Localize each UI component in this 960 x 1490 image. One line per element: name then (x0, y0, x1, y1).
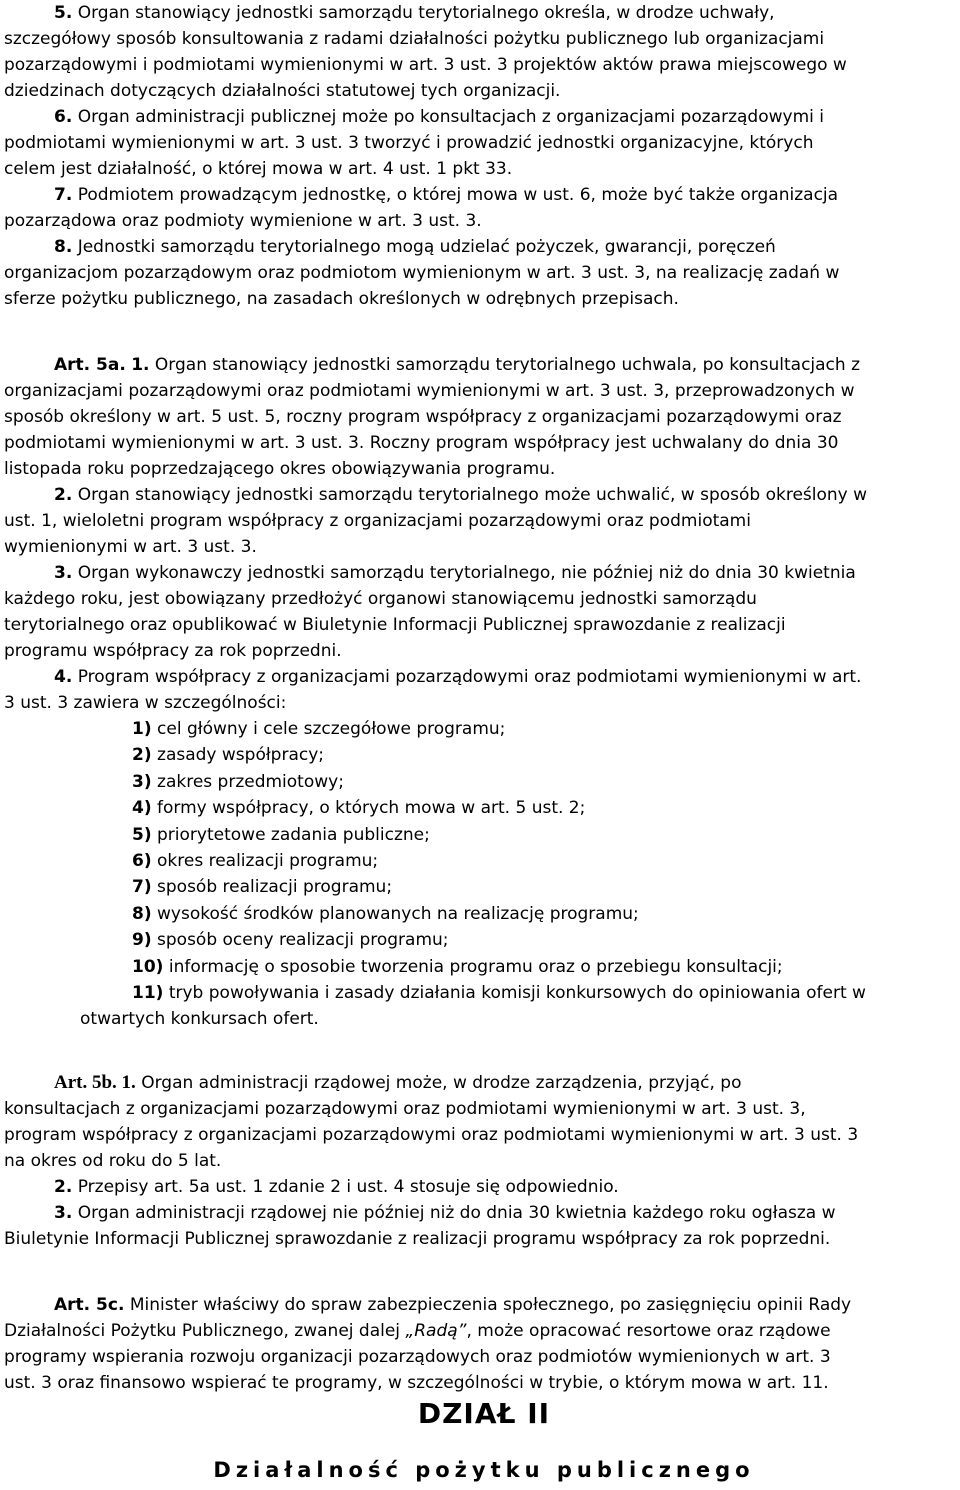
list-item-text: okres realizacji programu; (157, 850, 379, 871)
list-item (4, 954, 956, 980)
art5b-p3-number: 3. (54, 1203, 73, 1223)
list-item (4, 742, 956, 768)
art5b-p3-line-2: Biuletynie Informacji Publicznej sprawozdanie z realizacji programu współpracy za rok poprzedni. (4, 1229, 831, 1249)
list-item-number: 4) (132, 798, 152, 819)
art5b-p1-line-2: konsultacjach z organizacjami pozarządowymi oraz podmiotami wymienionymi w art. 3 ust. 3, (4, 1099, 806, 1119)
art5c-line-2 (4, 1318, 956, 1344)
art5c-line-3: programy wspierania rozwoju organizacji pozarządowych oraz podmiotów wymienionych w art. 3 (4, 1347, 831, 1367)
list-item (4, 874, 956, 900)
p5-line-3: pozarządowymi i podmiotami wymienionymi w art. 3 ust. 3 projektów aktów prawa miejscowego w (4, 55, 847, 75)
article-5a (4, 352, 956, 1032)
list-item (4, 822, 956, 848)
art5a-p3-line-1 (4, 560, 956, 586)
list-item (4, 795, 956, 821)
art5b-p3-line-1 (4, 1200, 956, 1226)
art5a-p3-text-1: Organ wykonawczy jednostki samorządu terytorialnego, nie później niż do dnia 30 kwietnia (77, 563, 856, 583)
p7-line-2: pozarządowa oraz podmioty wymienione w art. 3 ust. 3. (4, 211, 482, 231)
p6-text-1: Organ administracji publicznej może po konsultacjach z organizacjami pozarządowymi i (77, 107, 824, 127)
art5c-text-1: Minister właściwy do spraw zabezpieczenia społecznego, po zasięgnięciu opinii Rady (129, 1295, 852, 1315)
art5a-p3-line-4: programu współpracy za rok poprzedni. (4, 641, 342, 661)
list-item-number: 1) (132, 719, 152, 739)
list-item-number: 6) (132, 850, 152, 871)
list-item-text: zasady współpracy; (157, 745, 325, 766)
art5a-label: Art. 5a. (54, 355, 126, 375)
art5b-p3-text-1: Organ administracji rządowej nie później niż do dnia 30 kwietnia każdego roku ogłasza w (77, 1203, 836, 1223)
p8-line-2: organizacjom pozarządowym oraz podmiotom wymienionym w art. 3 ust. 3, na realizację zadań w (4, 263, 840, 283)
p5-number: 5. (54, 3, 73, 23)
p6-number: 6. (54, 107, 73, 127)
art5a-p4-text-1: Program współpracy z organizacjami pozarządowymi oraz podmiotami wymienionymi w art. (77, 667, 862, 687)
art5a-p2-line-3: wymienionymi w art. 3 ust. 3. (4, 537, 257, 557)
art5b-p1-text-1: Organ administracji rządowej może, w drodze zarządzenia, przyjąć, po (141, 1073, 742, 1093)
list-item-number: 11) (132, 982, 164, 1003)
art5a-p2-line-1 (4, 482, 956, 508)
p5-line-4: dziedzinach dotyczących działalności statutowej tych organizacji. (4, 81, 561, 101)
list-item (4, 901, 956, 927)
art5b-line-1 (4, 1070, 956, 1096)
art5a-p1-line-2: organizacjami pozarządowymi oraz podmiotami wymienionymi w art. 3 ust. 3, przeprowadzonych w (4, 381, 855, 401)
art5b-p1-line-4: na okres od roku do 5 lat. (4, 1151, 222, 1171)
list-item-text: sposób oceny realizacji programu; (157, 930, 449, 951)
list-item-number: 7) (132, 877, 152, 898)
list-item-11-continuation: otwartych konkursach ofert. (80, 1009, 319, 1030)
p7-text-1: Podmiotem prowadzącym jednostkę, o której mowa w ust. 6, może być także organizacja (77, 185, 839, 205)
art5a-p1-line-3: sposób określony w art. 5 ust. 5, roczny program współpracy z organizacjami pozarządowymi oraz (4, 407, 842, 427)
art5b-p2-line (4, 1174, 956, 1200)
p8-line-1 (4, 234, 956, 260)
art5c-line-4: ust. 3 oraz finansowo wspierać te programy, w szczególności w trybie, o którym mowa w art. 11. (4, 1373, 829, 1393)
art5a-p3-number: 3. (54, 563, 73, 583)
art5b-p2-number: 2. (54, 1177, 73, 1197)
section-heading: DZIAŁ II (417, 1397, 551, 1430)
art5a-p2-line-2: ust. 1, wieloletni program współpracy z organizacjami pozarządowymi oraz podmiotami (4, 511, 751, 531)
art5a-p4-line-1 (4, 664, 956, 690)
list-item (4, 980, 956, 1006)
art5a-p2-number: 2. (54, 485, 73, 505)
p5-line-2: szczegółowy sposób konsultowania z radami działalności pożytku publicznego lub organizacjami (4, 29, 825, 49)
article-5b (4, 1070, 956, 1252)
list-item-number: 2) (132, 745, 152, 766)
p6-line-3: celem jest działalność, o której mowa w art. 4 ust. 1 pkt 33. (4, 159, 513, 179)
art5c-defined-term: „Radą” (405, 1321, 467, 1341)
list-item-number: 8) (132, 903, 152, 924)
art5c-label: Art. 5c. (54, 1295, 125, 1315)
art5c-text-2b: , może opracować resortowe oraz rządowe (466, 1321, 831, 1341)
p8-line-3: sferze pożytku publicznego, na zasadach określonych w odrębnych przepisach. (4, 289, 679, 309)
list-item (4, 716, 956, 742)
list-item-text: informację o sposobie tworzenia programu oraz o przebiegu konsultacji; (168, 956, 783, 977)
art5a-p1-text-1: Organ stanowiący jednostki samorządu terytorialnego uchwala, po konsultacjach z (154, 355, 860, 375)
art5c-text-2a: Działalności Pożytku Publicznego, zwanej dalej (4, 1321, 406, 1341)
art5a-p2-text-1: Organ stanowiący jednostki samorządu terytorialnego może uchwalić, w sposób określony w (77, 485, 868, 505)
list-item (4, 769, 956, 795)
art5a-p3-line-2: każdego roku, jest obowiązany przedłożyć organowi stanowiącemu jednostki samorządu (4, 589, 757, 609)
list-item-text: cel główny i cele szczegółowe programu; (157, 719, 506, 739)
section-subheading: Działalność pożytku publicznego (213, 1458, 755, 1482)
p7-number: 7. (54, 185, 73, 205)
list-item (4, 848, 956, 874)
list-item-text: tryb powoływania i zasady działania komisji konkursowych do opiniowania ofert w (168, 982, 866, 1003)
p7-line-1 (4, 182, 956, 208)
art5a-p4-line-2: 3 ust. 3 zawiera w szczególności: (4, 693, 287, 713)
art5a-p1-line-4: podmiotami wymienionymi w art. 3 ust. 3. Roczny program współpracy jest uchwalany do dnia 30 (4, 433, 839, 453)
p5-text-1: Organ stanowiący jednostki samorządu terytorialnego określa, w drodze uchwały, (77, 3, 775, 23)
list-item-number: 5) (132, 824, 152, 845)
art5a-p3-line-3: terytorialnego oraz opublikować w Biuletynie Informacji Publicznej sprawozdanie z realizacji (4, 615, 786, 635)
art5b-label: Art. 5b. 1. (54, 1072, 136, 1093)
p6-line-1 (4, 104, 956, 130)
list-item-text: formy współpracy, o których mowa w art. 5 ust. 2; (157, 798, 586, 819)
list-item-number: 3) (132, 771, 152, 792)
list-item-text: wysokość środków planowanych na realizację programu; (157, 903, 639, 924)
art5c-line-1 (4, 1292, 956, 1318)
p5-line-1 (4, 0, 956, 26)
list-item-text: sposób realizacji programu; (157, 877, 393, 898)
paragraphs-5-8 (4, 0, 956, 312)
art5a-line-1 (4, 352, 956, 378)
list-item-text: zakres przedmiotowy; (157, 771, 344, 792)
art5a-p4-number: 4. (54, 667, 73, 687)
list-item-text: priorytetowe zadania publiczne; (157, 824, 430, 845)
art5b-p2-text: Przepisy art. 5a ust. 1 zdanie 2 i ust. 4 stosuje się odpowiednio. (77, 1177, 619, 1197)
art5b-p1-line-3: program współpracy z organizacjami pozarządowymi oraz podmiotami wymienionymi w art. 3 ust. 3 (4, 1125, 859, 1145)
program-contents-list (4, 716, 956, 1006)
article-5c (4, 1292, 956, 1396)
art5a-p1-line-5: listopada roku poprzedzającego okres obowiązywania programu. (4, 459, 556, 479)
p6-line-2: podmiotami wymienionymi w art. 3 ust. 3 tworzyć i prowadzić jednostki organizacyjne, których (4, 133, 814, 153)
p8-number: 8. (54, 237, 73, 257)
list-item (4, 927, 956, 953)
p8-text-1: Jednostki samorządu terytorialnego mogą udzielać pożyczek, gwarancji, poręczeń (77, 237, 776, 257)
list-item-number: 9) (132, 930, 152, 951)
art5a-p1-number: 1. (131, 355, 150, 375)
list-item-number: 10) (132, 956, 164, 977)
